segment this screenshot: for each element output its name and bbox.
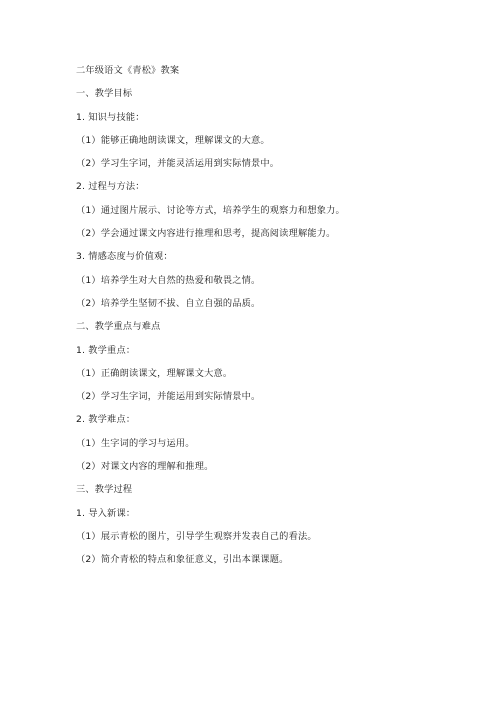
document-title: 二年级语文《青松》教案	[76, 65, 180, 76]
list-item: （2）对课文内容的理解和推理。	[76, 461, 214, 473]
list-item: （1）通过图片展示、讨论等方式，培养学生的观察力和想象力。	[76, 204, 345, 216]
subsection-heading: 2. 教学难点：	[76, 414, 136, 426]
list-item: （2）简介青松的特点和象征意义，引出本课课题。	[76, 554, 289, 566]
section-heading: 二、教学重点与难点	[76, 321, 161, 333]
list-item: （2）学会通过课文内容进行推理和思考，提高阅读理解能力。	[76, 228, 336, 240]
subsection-heading: 1. 导入新课：	[76, 507, 136, 519]
section-heading: 一、教学目标	[76, 88, 133, 100]
list-item: （2）培养学生坚韧不拔、自立自强的品质。	[76, 297, 261, 309]
list-item: （1）展示青松的图片，引导学生观察并发表自己的看法。	[76, 530, 317, 542]
document-body	[76, 64, 456, 577]
subsection-heading: 1. 知识与技能：	[76, 111, 145, 123]
list-item: （1）能够正确地朗读课文，理解课文的大意。	[76, 134, 270, 146]
section-heading: 三、教学过程	[76, 484, 133, 496]
subsection-heading: 3. 情感态度与价值观：	[76, 251, 173, 263]
list-item: （1）正确朗读课文，理解课文大意。	[76, 367, 233, 379]
subsection-heading: 1. 教学重点：	[76, 344, 136, 356]
list-item: （1）生字词的学习与运用。	[76, 437, 195, 449]
list-item: （1）培养学生对大自然的热爱和敬畏之情。	[76, 274, 261, 286]
list-item: （2）学习生字词，并能灵活运用到实际情景中。	[76, 158, 280, 170]
list-item: （2）学习生字词，并能运用到实际情景中。	[76, 391, 261, 403]
subsection-heading: 2. 过程与方法：	[76, 181, 145, 193]
